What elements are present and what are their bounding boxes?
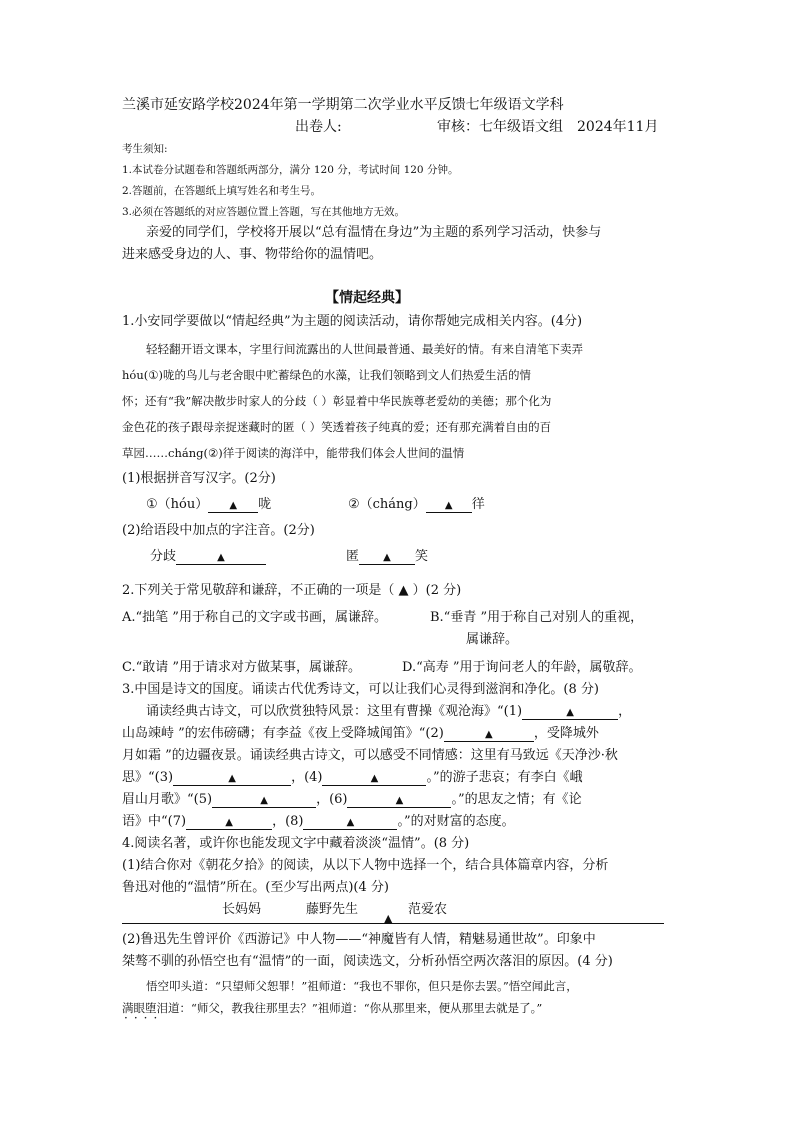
q1-sub2-a-word: 分歧 [150,549,177,564]
q3-text: 。”的游子悲哀；有李白《峨 [426,770,583,785]
answer-blank[interactable] [322,770,426,786]
notice-item: 3.必须在答题纸的对应答题位置上答题，写在其他地方无效。 [122,206,406,218]
q4-excerpt-line: 悟空叩头道：“只望师父恕罪！”祖师道：“我也不罪你，但只是你去罢。”悟空闻此言， [146,979,578,993]
q4-stem: 4.阅读名著，或许你也能发现文字中藏着淡淡“温情”。(8 分) [122,836,470,851]
q3-text: 。”的思友之情；有《论 [451,792,582,807]
q2-option-b[interactable]: B.“垂青 ”用于称自己对别人的重视， [430,610,644,625]
q1-sub2: (2)给语段中加点的字注音。(2分) [122,523,315,538]
q1-passage-line: 轻轻翻开语文课本，字里行间流露出的人世间最普通、最美好的情。有来自清笔下卖弄 [146,342,583,356]
triangle-icon: ▲ [260,795,268,806]
notice-title: 考生须知: [122,143,168,155]
q3-text: ，(4) [291,770,323,785]
q4-name[interactable]: 范爱农 [408,902,448,917]
answer-blank[interactable] [186,814,272,830]
q3-line [122,813,515,831]
triangle-icon: ▲ [444,500,453,511]
answer-blank[interactable] [522,704,618,720]
q3-text: ，(6) [316,792,348,807]
triangle-icon: ▲ [566,707,574,718]
q3-text: ，(8) [272,814,304,829]
answer-blank[interactable] [176,549,266,565]
q4-sub1-line: (1)结合你对《朝花夕拾》的阅读，从以下人物中选择一个，结合具体篇章内容，分析 [122,858,609,873]
emphasis-dots: ···· [124,1011,164,1025]
q1-passage-line: 怀；还有“我”解决散步时家人的分歧（ ）彰显着中华民族尊老爱幼的美德；那个化为 [122,394,552,408]
q2-option-d[interactable]: D.“高寿 ”用于询问老人的年龄，属敬辞。 [402,660,642,675]
answer-blank[interactable] [359,549,415,565]
q2-option-b-cont: 属谦辞。 [466,632,519,647]
q3-line: 月如霜 ”的边疆夜景。诵读经典古诗文，可以感受不同情感：这里有马致远《天净沙·秋 [122,748,618,763]
q1-sub1-b-tail: 徉 [471,497,485,512]
q1-passage-line: hóu(①)咙的鸟儿与老舍眼中贮蓄绿色的水藻，让我们领略到文人们热爱生活的情 [122,368,532,382]
exam-title: 兰溪市延安路学校2024年第一学期第二次学业水平反馈七年级语文学科 [122,97,564,113]
q4-sub1-line: 鲁迅对他的“温情”所在。(至少写出两点)(4 分) [122,880,389,895]
intro-line: 进来感受身边的人、事、物带给你的温情吧。 [122,247,383,262]
answer-blank[interactable] [303,814,397,830]
q2-option-a[interactable]: A.“拙笔 ”用于称自己的文字或书画，属谦辞。 [122,610,387,625]
triangle-icon: ▲ [217,552,225,563]
q3-text: 。”的对财富的态度。 [397,814,515,829]
q4-sub2-line: 桀骜不驯的孙悟空也有“温情”的一面，阅读选文，分析孙悟空两次落泪的原因。(4 分) [122,954,613,969]
triangle-icon: ▲ [484,729,493,740]
q1-sub2-b-word: 匿 [346,549,360,564]
q1-sub2-row-b [346,548,428,566]
q3-text: 思》“(3) [122,770,174,785]
author-label: 出卷人: [295,119,342,135]
q3-text: 诵读经典古诗文，可以欣赏独特风景：这里有曹操《观沧海》“(1) [146,704,523,719]
q1-passage-line: 草园……cháng(②)徉于阅读的海洋中，能带我们体会人世间的温情 [122,446,465,460]
q1-sub2-row [150,548,266,566]
answer-triangle: ▲ [384,912,393,925]
q1-sub1-row-b [348,496,485,514]
q4-name[interactable]: 长妈妈 [222,902,262,917]
section-title: 【情起经典】 [325,290,409,306]
q4-name[interactable]: 藤野先生 [306,902,359,917]
q4-excerpt-line: 满眼堕泪道：“师父，教我往那里去？”祖师道：“你从那里来，便从那里去就是了。” [122,1001,543,1015]
notice-item: 2.答题前，在答题纸上填写姓名和考生号。 [122,185,322,197]
answer-blank[interactable] [444,726,534,742]
triangle-icon: ▲ [395,795,404,806]
q2-stem: 2.下列关于常见敬辞和谦辞，不正确的一项是（ ▲ ）(2 分) [122,583,462,598]
intro-line: 亲爱的同学们，学校将开展以“总有温情在身边”为主题的系列学习活动，快参与 [146,225,602,240]
q3-line: 诵读经典古诗文，可以欣赏独特风景：这里有曹操《观沧海》“(1) ▲ ， [146,704,632,719]
q1-sub1-b-label: ②（cháng） [348,497,426,512]
q1-sub1-row [146,496,271,514]
q3-line [122,769,583,787]
answer-blank[interactable] [426,497,472,513]
q1-passage-line: 金色花的孩子跟母亲捉迷藏时的匿（ ）笑透着孩子纯真的爱；还有那充满着自由的百 [122,420,552,434]
review-info: 审核：七年级语文组 2024年11月 [437,119,659,135]
triangle-icon: ▲ [383,552,391,563]
triangle-icon: ▲ [229,500,238,511]
triangle-icon: ▲ [346,817,355,828]
answer-blank[interactable] [173,770,291,786]
q3-text: ，受降城外 [533,726,599,741]
answer-blank[interactable] [347,792,451,808]
answer-blank[interactable] [208,497,258,513]
answer-line[interactable] [122,923,664,924]
answer-blank[interactable] [212,792,316,808]
q3-text: 语》中“(7) [122,814,187,829]
triangle-icon: ▲ [228,773,236,784]
q1-sub1-a-label: ①（hóu） [146,497,209,512]
q3-stem: 3.中国是诗文的国度。诵读古代优秀诗文，可以让我们心灵得到滋润和净化。(8 分) [122,682,599,697]
q3-text: 山岛竦峙 ”的宏伟磅礴；有李益《夜上受降城闻笛》“(2) [122,726,444,741]
q2-option-c[interactable]: C.“敢请 ”用于请求对方做某事，属谦辞。 [122,660,362,675]
q3-line [122,725,599,743]
q4-sub2-line: (2)鲁迅先生曾评价《西游记》中人物——“神魔皆有人情，精魅易通世故”。印象中 [122,932,596,947]
q1-stem: 1.小安同学要做以“情起经典”为主题的阅读活动，请你帮她完成相关内容。(4分) [122,314,583,329]
q3-text: 眉山月歌》“(5) [122,792,213,807]
q1-sub1: (1)根据拼音写汉字。(2分) [122,471,276,486]
triangle-icon: ▲ [225,817,233,828]
q1-sub1-a-tail: 咙 [258,497,272,512]
triangle-icon: ▲ [370,773,379,784]
notice-item: 1.本试卷分试题卷和答题纸两部分，满分 120 分，考试时间 120 分钟。 [122,164,459,176]
q1-sub2-b-tail: 笑 [415,549,429,564]
q3-line [122,791,582,809]
